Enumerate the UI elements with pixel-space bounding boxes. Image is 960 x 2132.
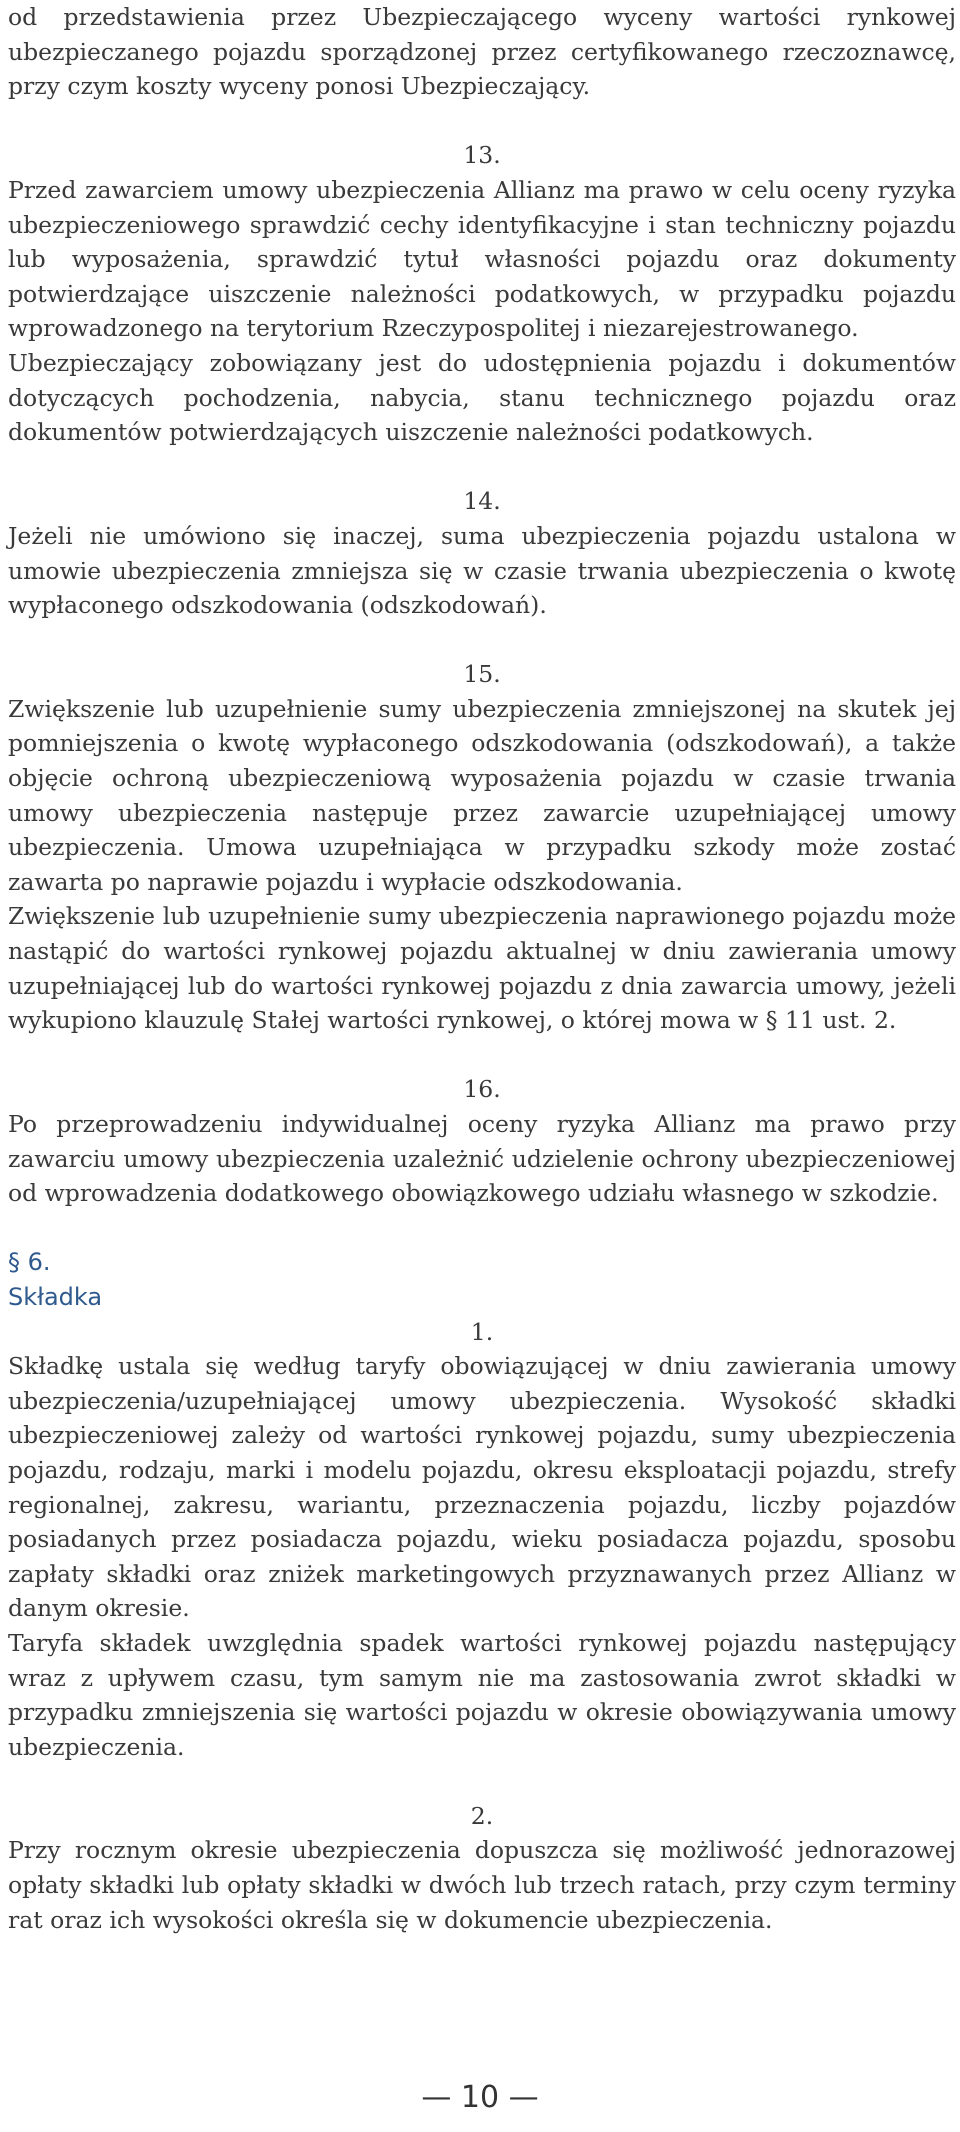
paragraph-14-text: Jeżeli nie umówiono się inaczej, suma ubezpieczenia pojazdu ustalona w umowie ubezpieczenia zmniejsza się w czasie trwania ubezpieczenia o kwotę wypłaconego odszkodowania (odszkodowań). [8,521,956,620]
paragraph-13-number: 13. [463,141,501,170]
spacer [8,1211,956,1246]
paragraph-12-continuation: od przedstawienia przez Ubezpieczającego wyceny wartości rynkowej ubezpieczanego pojazdu sporządzonej przez certyfikowanego rzeczoznawcę, przy czym koszty wyceny ponosi Ubezpieczający. [8,3,956,101]
section-6-paragraph-2-text: Przy rocznym okresie ubezpieczenia dopuszcza się możliwość jednorazowej opłaty składki lub opłaty składki w dwóch lub trzech ratach, przy czym terminy rat oraz ich wysokości określa się w dokumencie ubezpieczenia. [8,1836,956,1934]
page-number: — 10 — [421,2080,539,2115]
section-6-paragraph-1-number: 1. [470,1317,494,1346]
spacer [8,1038,956,1073]
section-6-mark: § 6. [8,1248,51,1277]
paragraph-13-text: Przed zawarciem umowy ubezpieczenia Allianz ma prawo w celu oceny ryzyka ubezpieczeniowego sprawdzić cechy identyfikacyjne i stan techniczny pojazdu lub wyposażenia, sprawdzić tytuł własności pojazdu oraz dokumenty potwierdzające uiszczenie należności podatkowych, w przypadku pojazdu wprowadzonego na terytorium Rzeczypospolitej i niezarejestrowanego. [8,175,956,343]
section-6-paragraph-2-number: 2. [470,1801,494,1830]
paragraph-15-text-b: Zwiększenie lub uzupełnienie sumy ubezpieczenia naprawionego pojazdu może nastąpić do wartości rynkowej pojazdu aktualnej w dniu zawierania umowy uzupełniającej lub do wartości rynkowej pojazdu z dnia zawarcia umowy, jeżeli wykupiono klauzulę Stałej wartości rynkowej, o której mowa w § 11 ust. 2. [8,902,956,1035]
paragraph-13-text-b: Ubezpieczający zobowiązany jest do udostępnienia pojazdu i dokumentów dotyczących pochodzenia, nabycia, stanu technicznego pojazdu oraz dokumentów potwierdzających uiszczenie należności podatkowych. [8,348,956,447]
section-6-paragraph-1-text-b: Taryfa składek uwzględnia spadek wartości rynkowej pojazdu następujący wraz z upływem czasu, tym samym nie ma zastosowania zwrot składki w przypadku zmniejszenia się wartości pojazdu w okresie obowiązywania umowy ubezpieczenia. [8,1628,956,1761]
paragraph-16-number: 16. [463,1075,501,1104]
spacer [8,623,956,658]
spacer [8,450,956,485]
paragraph-15-number: 15. [463,660,501,689]
document-page [8,0,956,1937]
spacer [8,1764,956,1799]
spacer [8,104,956,139]
paragraph-16-text: Po przeprowadzeniu indywidualnej oceny ryzyka Allianz ma prawo przy zawarciu umowy ubezpieczenia uzależnić udzielenie ochrony ubezpieczeniowej od wprowadzenia dodatkowego obowiązkowego udziału własnego w szkodzie. [8,1110,956,1208]
paragraph-14-number: 14. [463,487,501,516]
paragraph-15-text: Zwiększenie lub uzupełnienie sumy ubezpieczenia zmniejszonej na skutek jej pomniejszenia o kwotę wypłaconego odszkodowania (odszkodowań), a także objęcie ochroną ubezpieczeniową wyposażenia pojazdu w czasie trwania umowy ubezpieczenia następuje przez zawarcie uzupełniającej umowy ubezpieczenia. Umowa uzupełniająca w przypadku szkody może zostać zawarta po naprawie pojazdu i wypłacie odszkodowania. [8,694,956,896]
section-6-paragraph-1-text: Składkę ustala się według taryfy obowiązującej w dniu zawierania umowy ubezpieczenia/uzupełniającej umowy ubezpieczenia. Wysokość składki ubezpieczeniowej zależy od wartości rynkowej pojazdu, sumy ubezpieczenia pojazdu, rodzaju, marki i modelu pojazdu, okresu eksploatacji pojazdu, strefy regionalnej, zakresu, wariantu, przeznaczenia pojazdu, liczby pojazdów posiadanych przez posiadacza pojazdu, wieku posiadacza pojazdu, sposobu zapłaty składki oraz zniżek marketingowych przyznawanych przez Allianz w danym okresie. [8,1352,956,1623]
section-6-title: Składka [8,1282,103,1311]
